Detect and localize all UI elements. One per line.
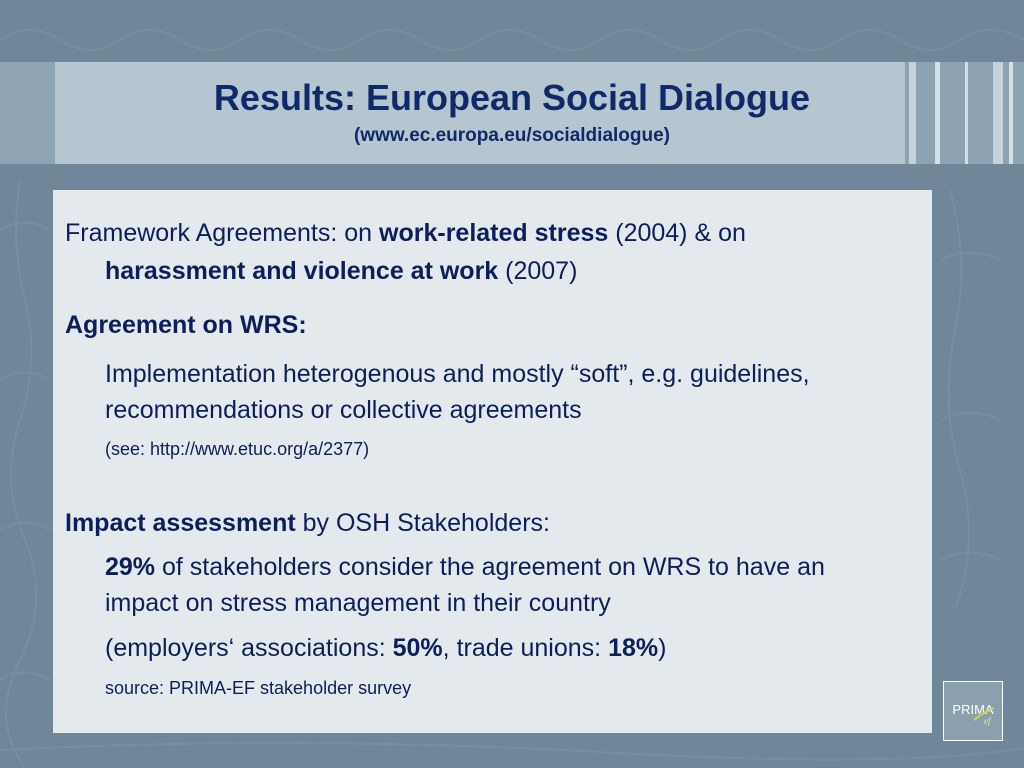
breakdown-prefix: (employers‘ associations: bbox=[105, 634, 393, 662]
impact-statistic bbox=[105, 549, 905, 621]
breakdown-unions-value: 18% bbox=[608, 634, 659, 662]
breakdown-end: ) bbox=[658, 634, 667, 662]
content-panel bbox=[53, 190, 932, 733]
wrs-heading: Agreement on WRS: bbox=[65, 311, 307, 339]
impact-breakdown bbox=[105, 630, 905, 666]
prima-logo-mark-icon bbox=[944, 682, 1002, 740]
framework-paragraph bbox=[65, 214, 925, 290]
prima-logo-mark-text: ef bbox=[984, 716, 991, 726]
breakdown-employers-value: 50% bbox=[392, 634, 443, 662]
framework-prefix: Framework Agreements: on bbox=[65, 219, 380, 247]
framework-mid: (2004) & on bbox=[608, 219, 746, 247]
prima-logo-text: PRIMA bbox=[952, 702, 994, 717]
impact-heading-bold: Impact assessment bbox=[65, 509, 296, 537]
impact-heading-rest: by OSH Stakeholders: bbox=[295, 509, 550, 537]
impact-percentage: 29% bbox=[105, 553, 156, 581]
prima-logo bbox=[943, 681, 1003, 741]
slide-subtitle: (www.ec.europa.eu/socialdialogue) bbox=[353, 125, 671, 146]
framework-topic-harassment: harassment and violence at work bbox=[105, 257, 499, 285]
framework-topic-stress: work-related stress bbox=[379, 219, 609, 247]
impact-heading bbox=[65, 508, 550, 538]
slide-title: Results: European Social Dialogue bbox=[213, 77, 811, 118]
framework-end: (2007) bbox=[498, 257, 578, 285]
wrs-description: Implementation heterogenous and mostly “soft”, e.g. guidelines, recommendations or collective agreements bbox=[105, 360, 810, 424]
breakdown-mid: , trade unions: bbox=[442, 634, 609, 662]
survey-source: source: PRIMA-EF stakeholder survey bbox=[105, 678, 412, 698]
impact-statistic-text: of stakeholders consider the agreement on WRS to have an impact on stress management in their country bbox=[105, 553, 825, 617]
wrs-source: (see: http://www.etuc.org/a/2377) bbox=[105, 439, 370, 459]
